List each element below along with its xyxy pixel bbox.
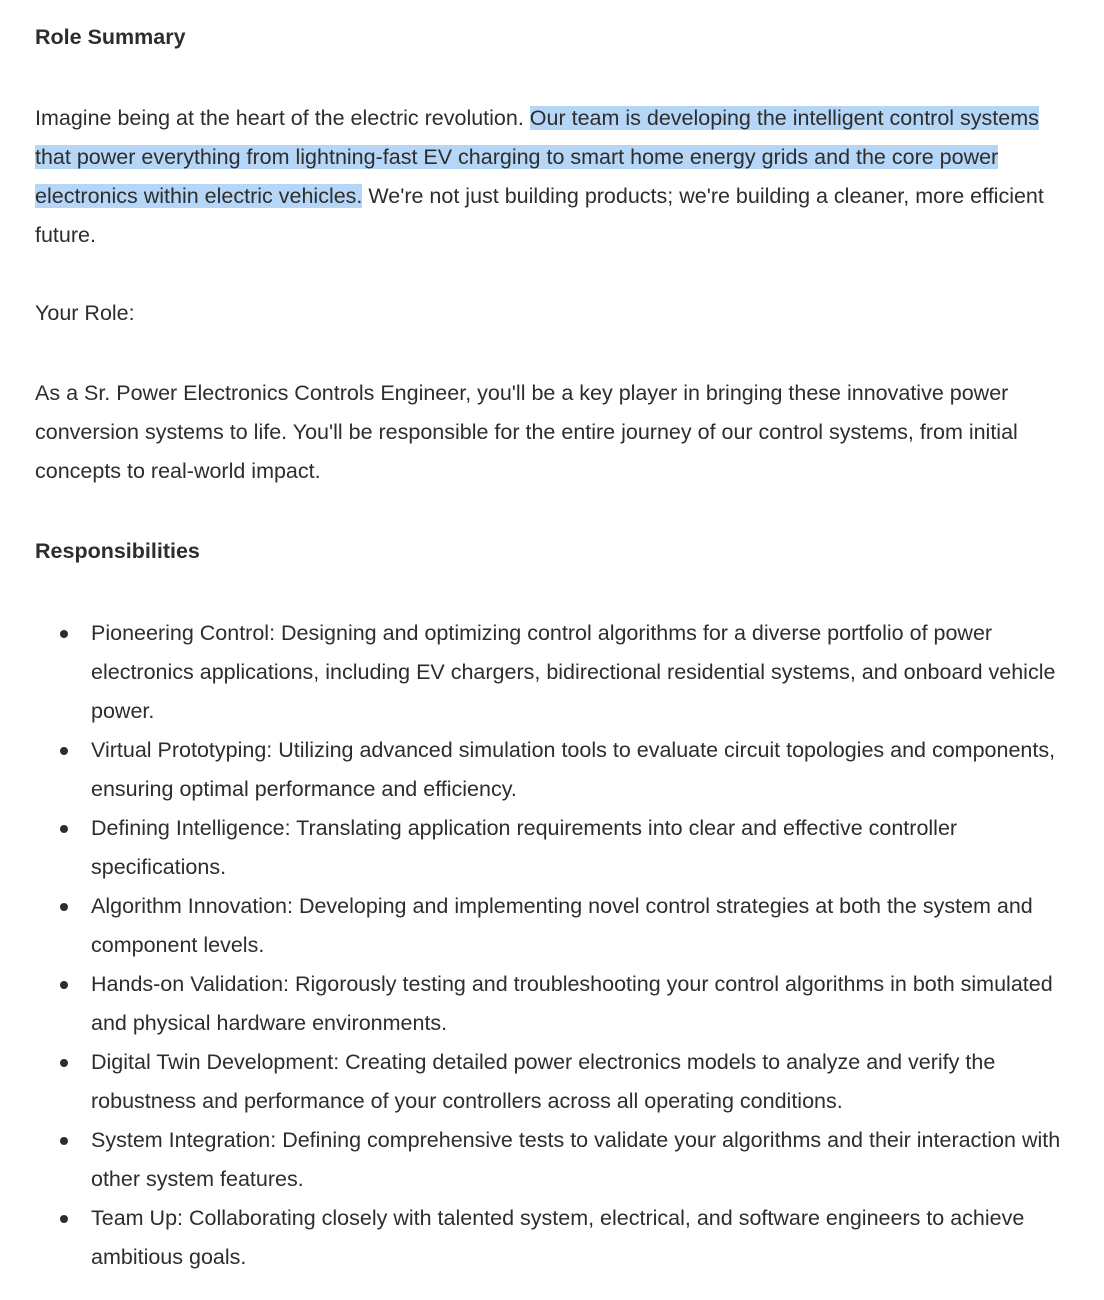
bullet-icon — [60, 1059, 68, 1067]
role-paragraph: As a Sr. Power Electronics Controls Engineer, you'll be a key player in bringing these innovative power conversion systems to life. You'll be responsible for the entire journey of our control systems, from initial concepts to real-world impact. — [35, 381, 1018, 483]
list-item-text: Team Up: Collaborating closely with talented system, electrical, and software engineers to achieve ambitious goals. — [91, 1206, 1025, 1269]
role-summary-heading: Role Summary — [35, 25, 186, 49]
list-item-text: Pioneering Control: Designing and optimizing control algorithms for a diverse portfolio of power electronics applications, including EV chargers, bidirectional residential systems, and onboard vehicle power. — [91, 621, 1056, 723]
bullet-icon — [60, 630, 68, 638]
your-role-label: Your Role: — [35, 301, 135, 325]
bullet-icon — [60, 825, 68, 833]
intro-text-after: We're not just building products; we're building a cleaner, more efficient future. — [35, 184, 1044, 247]
list-item — [91, 614, 1074, 731]
responsibilities-heading: Responsibilities — [35, 539, 200, 563]
bullet-icon — [60, 903, 68, 911]
list-item — [91, 809, 1074, 887]
bullet-icon — [60, 747, 68, 755]
list-item-text: Digital Twin Development: Creating detailed power electronics models to analyze and verify the robustness and performance of your controllers across all operating conditions. — [91, 1050, 996, 1113]
list-item-text: Hands-on Validation: Rigorously testing and troubleshooting your control algorithms in both simulated and physical hardware environments. — [91, 972, 1053, 1035]
list-item — [91, 1121, 1074, 1199]
responsibilities-list — [35, 614, 1074, 1277]
selected-text-highlight[interactable]: Our team is developing the intelligent control systems that power everything from lightning-fast EV charging to smart home energy grids and the core power electronics within electric vehicles. — [35, 106, 1039, 208]
intro-paragraph — [35, 99, 1074, 255]
list-item — [91, 887, 1074, 965]
bullet-icon — [60, 1137, 68, 1145]
list-item — [91, 965, 1074, 1043]
list-item-text: Algorithm Innovation: Developing and implementing novel control strategies at both the system and component levels. — [91, 894, 1033, 957]
bullet-icon — [60, 981, 68, 989]
bullet-icon — [60, 1215, 68, 1223]
list-item — [91, 1043, 1074, 1121]
list-item — [91, 1199, 1074, 1277]
list-item — [91, 731, 1074, 809]
list-item-text: Defining Intelligence: Translating application requirements into clear and effective controller specifications. — [91, 816, 958, 879]
intro-text-before: Imagine being at the heart of the electric revolution. — [35, 106, 530, 130]
list-item-text: Virtual Prototyping: Utilizing advanced simulation tools to evaluate circuit topologies and components, ensuring optimal performance and efficiency. — [91, 738, 1056, 801]
list-item-text: System Integration: Defining comprehensive tests to validate your algorithms and their interaction with other system features. — [91, 1128, 1061, 1191]
